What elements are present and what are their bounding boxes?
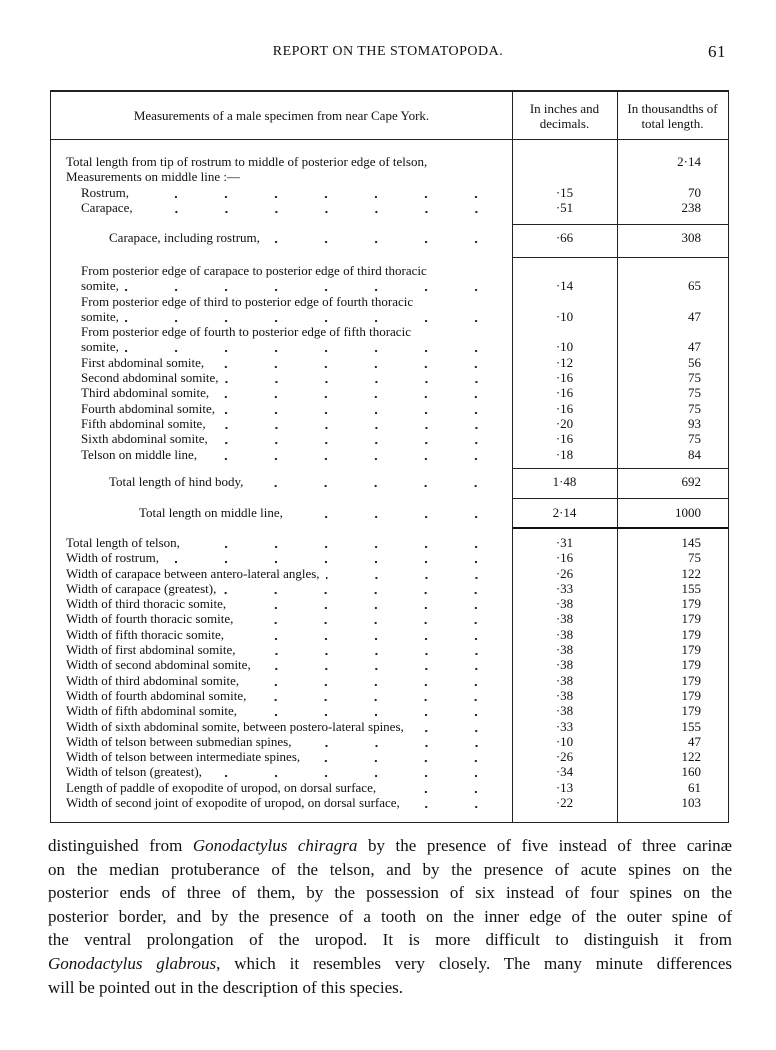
table-row (51, 474, 728, 489)
row-label (66, 611, 501, 626)
inches-value: ·38 (555, 687, 574, 703)
row-label (66, 169, 501, 184)
species-name: Gonodactylus chiragra (192, 836, 358, 855)
thousandths-value: 238 (681, 199, 701, 215)
row-label-text: Sixth abdominal somite, (81, 431, 208, 447)
row-label (81, 278, 501, 293)
inches-value: ·16 (555, 385, 574, 401)
dot-leader (257, 657, 501, 672)
row-label (66, 795, 501, 810)
row-label (81, 355, 501, 370)
row-label (66, 566, 501, 581)
thousandths-value: 47 (688, 733, 701, 749)
inches-value: ·15 (555, 184, 574, 200)
dot-leader (289, 505, 501, 520)
row-label (81, 370, 501, 385)
table-row (51, 309, 728, 324)
text-run: on the median protuberance of the telson, and by the presence of acute spines on the (48, 859, 732, 879)
dot-leader (245, 673, 501, 688)
thousandths-value: 160 (681, 764, 701, 780)
table-row (51, 263, 728, 278)
dot-leader (125, 309, 501, 324)
table-row (51, 230, 728, 245)
row-label (66, 154, 501, 169)
inches-value: ·66 (555, 230, 574, 245)
table-row (51, 795, 728, 810)
row-label-text: Width of fourth abdominal somite, (66, 687, 247, 703)
inches-value: ·51 (555, 199, 574, 215)
table-group (51, 527, 728, 810)
inches-value: ·16 (555, 431, 574, 447)
row-label (109, 230, 501, 245)
table-row (51, 596, 728, 611)
table-row (51, 703, 728, 718)
dot-leader (165, 550, 501, 565)
thousandths-value: 84 (688, 446, 701, 462)
inches-value: ·14 (555, 278, 574, 294)
dot-leader (239, 611, 501, 626)
thousandths-value: 145 (681, 535, 701, 550)
measurements-table (50, 90, 729, 823)
inches-value: ·38 (555, 657, 574, 673)
dot-leader (249, 474, 501, 489)
row-label (66, 550, 501, 565)
row-label-text: Telson on middle line, (81, 446, 198, 462)
row-label-text: From posterior edge of third to posterior edge of fourth thoracic (81, 293, 414, 309)
dot-leader (410, 719, 501, 734)
thousandths-value: 692 (681, 474, 701, 489)
table-row (51, 401, 728, 416)
thousandths-value: 93 (688, 415, 701, 431)
inches-value: ·18 (555, 446, 574, 462)
row-label-text: Total length from tip of rostrum to middle of posterior edge of telson, (66, 154, 428, 169)
row-label (66, 596, 501, 611)
inches-value: ·12 (555, 354, 574, 370)
table-row (51, 642, 728, 657)
dot-leader (186, 535, 501, 550)
row-label (66, 734, 501, 749)
row-label (81, 324, 501, 339)
row-label (66, 673, 501, 688)
inches-value: ·26 (555, 565, 574, 581)
row-label-text: Rostrum, (81, 184, 130, 200)
row-label-text: somite, (81, 278, 119, 294)
paragraph-line (48, 834, 732, 858)
row-label (81, 263, 501, 278)
row-label (66, 749, 501, 764)
table-row (51, 719, 728, 734)
header-rule (51, 139, 728, 140)
inches-value: 1·48 (552, 474, 577, 489)
inches-value: ·38 (555, 596, 574, 612)
row-label (139, 505, 501, 520)
dot-leader (243, 703, 501, 718)
dot-leader (225, 370, 501, 385)
inches-value: ·10 (555, 339, 574, 355)
paragraph-line (48, 952, 732, 976)
thousandths-value: 47 (688, 339, 701, 355)
dot-leader (266, 230, 501, 245)
row-label (66, 657, 501, 672)
inches-value: ·16 (555, 400, 574, 416)
table-group (51, 154, 728, 215)
inches-value: ·38 (555, 642, 574, 658)
row-label (66, 642, 501, 657)
dot-leader (230, 627, 501, 642)
table-row (51, 749, 728, 764)
dot-leader (406, 795, 501, 810)
inches-value: ·10 (555, 308, 574, 324)
row-label-text: Second abdominal somite, (81, 370, 219, 386)
row-label-text: Total length of telson, (66, 535, 180, 550)
dot-leader (139, 200, 501, 215)
table-row (51, 431, 728, 446)
dot-leader (215, 385, 501, 400)
table-row (51, 416, 728, 431)
dot-leader (326, 566, 501, 581)
dot-leader (242, 642, 501, 657)
row-label-text: Width of second joint of exopodite of uropod, on dorsal surface, (66, 795, 400, 811)
row-label-text: Width of fourth thoracic somite, (66, 611, 234, 627)
group-rule (513, 498, 728, 499)
dot-leader (298, 734, 502, 749)
row-label-text: Width of carapace between antero-lateral angles, (66, 565, 320, 581)
thousandths-value: 70 (688, 184, 701, 200)
row-label (66, 581, 501, 596)
dot-leader (203, 447, 501, 462)
row-label-text: From posterior edge of carapace to posterior edge of third thoracic (81, 263, 427, 278)
row-label (66, 535, 501, 550)
table-group (51, 468, 728, 489)
text-run: the ventral prolongation of the uropod. It is more difficult to distinguish it from (48, 930, 732, 950)
thousandths-value: 179 (681, 626, 701, 642)
inches-value: ·16 (555, 550, 574, 566)
table-group (51, 257, 728, 462)
thousandths-value: 2·14 (677, 154, 701, 169)
thousandths-value: 1000 (675, 505, 701, 520)
table-row (51, 611, 728, 626)
group-rule (513, 468, 728, 469)
paragraph-line (48, 928, 732, 952)
body-paragraph (48, 834, 732, 999)
inches-value: ·38 (555, 672, 574, 688)
row-label-text: Width of fifth thoracic somite, (66, 626, 224, 642)
row-label-text: Width of fifth abdominal somite, (66, 703, 237, 719)
thousandths-value: 179 (681, 657, 701, 673)
inches-value: ·33 (555, 718, 574, 734)
row-label (81, 431, 501, 446)
table-row (51, 764, 728, 779)
dot-leader (125, 278, 501, 293)
text-run: , which it resembles very closely. The many minute differences (216, 953, 732, 973)
thousandths-value: 155 (681, 580, 701, 596)
thousandths-value: 179 (681, 687, 701, 703)
row-label-text: Width of rostrum, (66, 550, 159, 566)
thousandths-value: 75 (688, 550, 701, 566)
row-label (81, 385, 501, 400)
table-row (51, 505, 728, 520)
table-row (51, 154, 728, 169)
thousandths-value: 308 (681, 230, 701, 245)
inches-value: ·38 (555, 611, 574, 627)
table-row (51, 294, 728, 309)
row-label-text: Measurements on middle line :— (66, 169, 241, 185)
table-row (51, 535, 728, 550)
row-label (81, 309, 501, 324)
dot-leader (208, 764, 501, 779)
row-label (66, 764, 501, 779)
dot-leader (252, 688, 501, 703)
table-row (51, 324, 728, 339)
row-label (66, 719, 501, 734)
dot-leader (232, 596, 501, 611)
table-row (51, 581, 728, 596)
paragraph-line (48, 976, 732, 1000)
text-run: posterior border, and by the presence of a tooth on the inner edge of the outer spine of (48, 906, 732, 926)
dot-leader (222, 581, 501, 596)
row-label (81, 200, 501, 215)
table-row (51, 550, 728, 565)
row-label-text: Total length of hind body, (109, 474, 244, 489)
table-row (51, 447, 728, 462)
row-label (66, 703, 501, 718)
row-label-text: Fourth abdominal somite, (81, 400, 215, 416)
row-label-text: Fifth abdominal somite, (81, 415, 206, 431)
table-row (51, 627, 728, 642)
thousandths-value: 75 (688, 400, 701, 416)
text-run: will be pointed out in the description of this species. (48, 977, 404, 997)
group-rule (513, 224, 728, 225)
row-label-text: Carapace, (81, 199, 133, 215)
row-label-text: Width of telson (greatest), (66, 764, 202, 780)
row-label-text: Width of third abdominal somite, (66, 672, 240, 688)
row-label (81, 185, 501, 200)
row-label-text: Total length on middle line, (139, 505, 283, 520)
table-row (51, 673, 728, 688)
text-run: distinguished from (48, 836, 193, 855)
running-head-title: REPORT ON THE STOMATOPODA. (272, 44, 504, 59)
text-run: posterior ends of three of them, by the possession of six instead of four spines on the (48, 883, 732, 903)
row-label-text: Width of first abdominal somite, (66, 642, 236, 658)
table-row (51, 385, 728, 400)
thousandths-value: 179 (681, 672, 701, 688)
row-label (66, 780, 501, 795)
row-label-text: Width of sixth abdominal somite, between postero-lateral spines, (66, 718, 404, 734)
paragraph-line (48, 905, 732, 929)
dot-leader (125, 339, 501, 354)
thousandths-value: 103 (681, 795, 701, 811)
table-group (51, 224, 728, 245)
inches-value: ·26 (555, 749, 574, 765)
inches-value: ·10 (555, 733, 574, 749)
row-label (81, 416, 501, 431)
table-row (51, 566, 728, 581)
table-row (51, 339, 728, 354)
paragraph-line (48, 881, 732, 905)
table-row (51, 200, 728, 215)
row-label-text: Width of telson between intermediate spines, (66, 749, 301, 765)
inches-value: 2·14 (552, 505, 577, 520)
inches-value: ·22 (555, 795, 574, 811)
thousandths-value: 155 (681, 718, 701, 734)
thousandths-value: 47 (688, 308, 701, 324)
inches-value: ·34 (555, 764, 574, 780)
thousandths-value: 75 (688, 431, 701, 447)
row-label-text: Width of second abdominal somite, (66, 657, 251, 673)
thousandths-value: 56 (688, 354, 701, 370)
thousandths-value: 122 (681, 749, 701, 765)
thousandths-value: 61 (688, 779, 701, 795)
group-rule (513, 527, 728, 529)
row-label (66, 688, 501, 703)
dot-leader (382, 780, 501, 795)
dot-leader (306, 749, 501, 764)
row-label-text: Third abdominal somite, (81, 385, 210, 401)
row-label (81, 401, 501, 416)
dot-leader (221, 401, 501, 416)
inches-value: ·38 (555, 626, 574, 642)
inches-value: ·33 (555, 580, 574, 596)
group-rule (513, 257, 728, 258)
row-label-text: From posterior edge of fourth to posterior edge of fifth thoracic (81, 324, 411, 340)
dot-leader (214, 431, 501, 446)
inches-value: ·16 (555, 370, 574, 386)
table-row (51, 169, 728, 184)
row-label (81, 294, 501, 309)
row-label-text: somite, (81, 308, 119, 324)
row-label-text: Width of third thoracic somite, (66, 596, 227, 612)
row-label (81, 339, 501, 354)
table-row (51, 355, 728, 370)
thousandths-value: 75 (688, 370, 701, 386)
inches-value: ·13 (555, 779, 574, 795)
text-run: by the presence of five instead of three carinæ (357, 836, 733, 855)
dot-leader (135, 185, 501, 200)
paragraph-line (48, 858, 732, 882)
dot-leader (210, 355, 501, 370)
header-measurements: Measurements of a male specimen from near Cape York. (133, 108, 430, 123)
thousandths-value: 122 (681, 565, 701, 581)
row-label (66, 627, 501, 642)
thousandths-value: 179 (681, 642, 701, 658)
row-label-text: somite, (81, 339, 119, 355)
table-row (51, 278, 728, 293)
page-number: 61 (708, 42, 726, 61)
thousandths-value: 179 (681, 611, 701, 627)
row-label-text: First abdominal somite, (81, 354, 205, 370)
thousandths-value: 75 (688, 385, 701, 401)
thousandths-value: 179 (681, 703, 701, 719)
species-name: Gonodactylus glabrous (48, 953, 217, 973)
header-inches: In inches and decimals. (529, 100, 600, 131)
row-label-text: Carapace, including rostrum, (109, 230, 260, 245)
row-label-text: Width of carapace (greatest), (66, 580, 217, 596)
inches-value: ·20 (555, 415, 574, 431)
table-row (51, 780, 728, 795)
row-label-text: Width of telson between submedian spines, (66, 733, 292, 749)
dot-leader (212, 416, 501, 431)
table-row (51, 185, 728, 200)
row-label (109, 474, 501, 489)
thousandths-value: 65 (688, 278, 701, 294)
thousandths-value: 179 (681, 596, 701, 612)
header-thousandths: In thousandths of total length. (627, 100, 718, 131)
table-group (51, 498, 728, 520)
inches-value: ·31 (555, 535, 574, 550)
row-label (81, 447, 501, 462)
table-row (51, 734, 728, 749)
table-row (51, 370, 728, 385)
table-row (51, 657, 728, 672)
table-row (51, 688, 728, 703)
inches-value: ·38 (555, 703, 574, 719)
row-label-text: Length of paddle of exopodite of uropod, on dorsal surface, (66, 779, 377, 795)
